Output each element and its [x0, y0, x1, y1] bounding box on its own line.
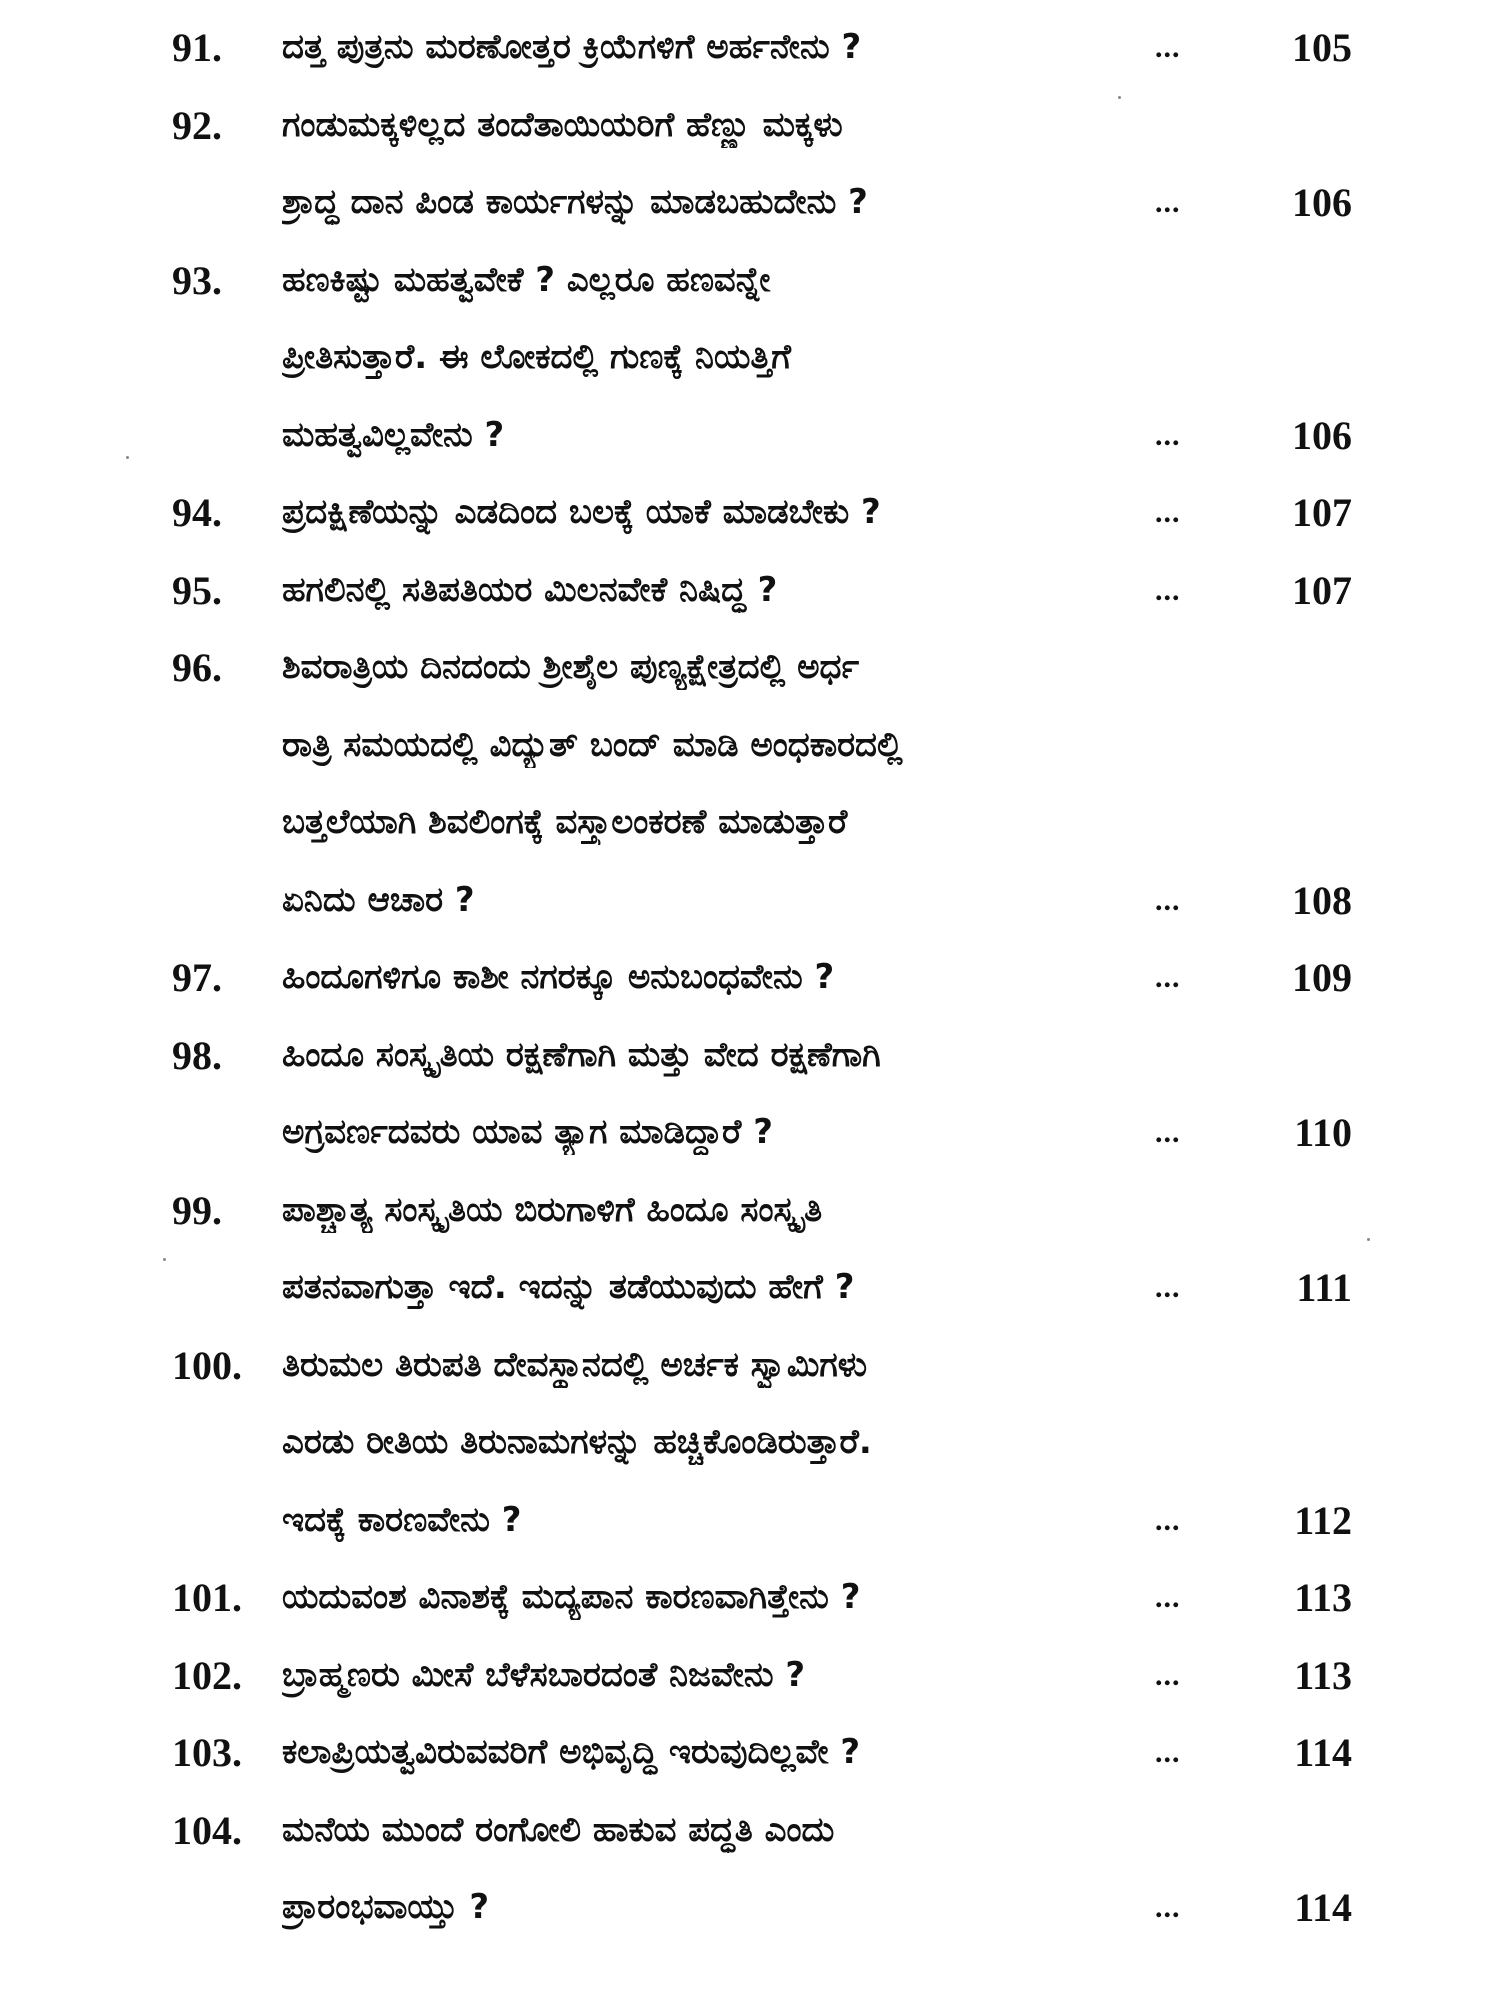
table-of-contents [0, 18, 1500, 1956]
print-speck [126, 456, 129, 459]
toc-line [0, 1568, 1500, 1646]
entry-title-line: ಪ್ರಾರಂಭವಾಯ್ತು ? [282, 1887, 490, 1927]
page-number: 114 [1294, 1885, 1352, 1930]
print-speck [1118, 96, 1121, 99]
entry-title-line: ಗಂಡುಮಕ್ಕಳಿಲ್ಲದ ತಂದೆತಾಯಿಯರಿಗೆ ಹೆಣ್ಣು ಮಕ್ಕಳು [282, 104, 843, 145]
toc-line [0, 406, 1500, 484]
page-number: 113 [1294, 1652, 1352, 1698]
entry-number: 103. [172, 1730, 242, 1775]
toc-line [0, 251, 1500, 329]
toc-line [0, 871, 1500, 949]
page-number: 112 [1294, 1497, 1352, 1543]
toc-line [0, 561, 1500, 639]
dot-leader: ... [1155, 1891, 1181, 1924]
toc-line [0, 96, 1500, 174]
dot-leader: ... [1155, 1503, 1181, 1537]
entry-title-line: ಹಿಂದೂ ಸಂಸ್ಕೃತಿಯ ರಕ್ಷಣೆಗಾಗಿ ಮತ್ತು ವೇದ ರಕ್ಷಣೆಗಾಗಿ [282, 1034, 881, 1075]
dot-leader: ... [1155, 573, 1181, 607]
entry-number: 101. [172, 1575, 242, 1620]
toc-line [0, 1181, 1500, 1259]
entry-title-line: ಬತ್ತಲೆಯಾಗಿ ಶಿವಲಿಂಗಕ್ಕೆ ವಸ್ತ್ರಾಲಂಕರಣೆ ಮಾಡುತ್ತಾರೆ [282, 802, 848, 842]
entry-number: 95. [172, 567, 222, 613]
page-number: 110 [1294, 1110, 1352, 1155]
entry-title-line: ಮನೆಯ ಮುಂದೆ ರಂಗೋಲಿ ಹಾಕುವ ಪದ್ಧತಿ ಎಂದು [282, 1809, 835, 1850]
page-number: 109 [1292, 955, 1352, 1000]
dot-leader: ... [1155, 418, 1181, 452]
entry-title-line: ಪ್ರೀತಿಸುತ್ತಾರೆ. ಈ ಲೋಕದಲ್ಲಿ ಗುಣಕ್ಕೆ ನಿಯತ್ತಿಗೆ [282, 337, 792, 377]
entry-title-line: ಬ್ರಾಹ್ಮಣರು ಮೀಸೆ ಬೆಳೆಸಬಾರದಂತೆ ನಿಜವೇನು ? [282, 1654, 806, 1695]
entry-title-line: ಯದುವಂಶ ವಿನಾಶಕ್ಕೆ ಮದ್ಯಪಾನ ಕಾರಣವಾಗಿತ್ತೇನು ? [282, 1577, 861, 1617]
toc-line [0, 793, 1500, 871]
toc-line [0, 1258, 1500, 1336]
entry-number: 93. [172, 257, 222, 303]
toc-line [0, 1801, 1500, 1879]
entry-title-line: ಹಗಲಿನಲ್ಲಿ ಸತಿಪತಿಯರ ಮಿಲನವೇಕೆ ನಿಷಿದ್ಧ ? [282, 569, 778, 610]
dot-leader: ... [1155, 1581, 1181, 1614]
entry-number: 102. [172, 1652, 242, 1698]
entry-title-line: ಶ್ರಾದ್ಧ ದಾನ ಪಿಂಡ ಕಾರ್ಯಗಳನ್ನು ಮಾಡಬಹುದೇನು ? [282, 182, 868, 222]
page-number: 105 [1292, 25, 1352, 70]
entry-title-line: ಪ್ರದಕ್ಷಿಣೆಯನ್ನು ಎಡದಿಂದ ಬಲಕ್ಕೆ ಯಾಕೆ ಮಾಡಬೇಕು ? [282, 492, 881, 532]
page-number: 111 [1296, 1265, 1352, 1310]
entry-number: 97. [172, 955, 222, 1000]
dot-leader: ... [1155, 186, 1181, 219]
dot-leader: ... [1155, 961, 1181, 994]
toc-line [0, 328, 1500, 406]
toc-line [0, 1336, 1500, 1414]
print-speck [163, 1258, 166, 1261]
entry-title-line: ಇದಕ್ಕೆ ಕಾರಣವೇನು ? [282, 1499, 522, 1540]
toc-line [0, 716, 1500, 794]
entry-title-line: ಮಹತ್ವವಿಲ್ಲವೇನು ? [282, 414, 505, 455]
entry-title-line: ತಿರುಮಲ ತಿರುಪತಿ ದೇವಸ್ಥಾನದಲ್ಲಿ ಅರ್ಚಕ ಸ್ವಾಮಿಗಳು [282, 1344, 868, 1385]
dot-leader: ... [1155, 31, 1181, 64]
entry-title-line: ಶಿವರಾತ್ರಿಯ ದಿನದಂದು ಶ್ರೀಶೈಲ ಪುಣ್ಯಕ್ಷೇತ್ರದಲ್ಲಿ ಅರ್ಧ [282, 647, 860, 687]
toc-line [0, 18, 1500, 96]
toc-line [0, 1491, 1500, 1569]
page-number: 107 [1292, 567, 1352, 613]
toc-line [0, 1878, 1500, 1956]
page-number: 113 [1294, 1575, 1352, 1620]
toc-line [0, 638, 1500, 716]
page-number: 114 [1294, 1730, 1352, 1775]
entry-number: 91. [172, 25, 222, 70]
entry-title-line: ರಾತ್ರಿ ಸಮಯದಲ್ಲಿ ವಿದ್ಯುತ್ ಬಂದ್ ಮಾಡಿ ಅಂಧಕಾರದಲ್ಲಿ [282, 724, 903, 765]
page-number: 106 [1292, 180, 1352, 225]
toc-line [0, 1646, 1500, 1724]
entry-title-line: ಎರಡು ರೀತಿಯ ತಿರುನಾಮಗಳನ್ನು ಹಚ್ಚಿಕೊಂಡಿರುತ್ತಾರೆ. [282, 1422, 872, 1462]
entry-number: 98. [172, 1032, 222, 1078]
entry-number: 96. [172, 645, 222, 690]
toc-line [0, 1026, 1500, 1104]
entry-number: 92. [172, 102, 222, 148]
entry-title-line: ಕಲಾಪ್ರಿಯತ್ವವಿರುವವರಿಗೆ ಅಭಿವೃದ್ಧಿ ಇರುವುದಿಲ್ಲವೇ ? [282, 1732, 861, 1772]
entry-number: 94. [172, 490, 222, 535]
entry-title-line: ಏನಿದು ಆಚಾರ ? [282, 879, 475, 920]
entry-number: 99. [172, 1187, 222, 1233]
entry-title-line: ಹಿಂದೂಗಳಿಗೂ ಕಾಶೀ ನಗರಕ್ಕೂ ಅನುಬಂಧವೇನು ? [282, 957, 835, 997]
dot-leader: ... [1155, 496, 1181, 529]
page-number: 108 [1292, 877, 1352, 923]
dot-leader: ... [1155, 1116, 1181, 1149]
print-speck [1367, 1238, 1370, 1241]
entry-number: 100. [172, 1342, 242, 1388]
toc-line [0, 948, 1500, 1026]
toc-line [0, 483, 1500, 561]
page-number: 106 [1292, 412, 1352, 458]
toc-line [0, 173, 1500, 251]
entry-title-line: ಪತನವಾಗುತ್ತಾ ಇದೆ. ಇದನ್ನು ತಡೆಯುವುದು ಹೇಗೆ ? [282, 1267, 855, 1307]
dot-leader: ... [1155, 1271, 1181, 1304]
toc-line [0, 1103, 1500, 1181]
dot-leader: ... [1155, 883, 1181, 917]
page-number: 107 [1292, 490, 1352, 535]
entry-number: 104. [172, 1807, 242, 1853]
dot-leader: ... [1155, 1658, 1181, 1692]
entry-title-line: ಅಗ್ರವರ್ಣದವರು ಯಾವ ತ್ಯಾಗ ಮಾಡಿದ್ದಾರೆ ? [282, 1112, 773, 1152]
toc-line [0, 1723, 1500, 1801]
entry-title-line: ದತ್ತ ಪುತ್ರನು ಮರಣೋತ್ತರ ಕ್ರಿಯೆಗಳಿಗೆ ಅರ್ಹನೇನು ? [282, 27, 862, 67]
dot-leader: ... [1155, 1736, 1181, 1769]
toc-line [0, 1413, 1500, 1491]
entry-title-line: ಪಾಶ್ಚಾತ್ಯ ಸಂಸ್ಕೃತಿಯ ಬಿರುಗಾಳಿಗೆ ಹಿಂದೂ ಸಂಸ್ಕೃತಿ [282, 1189, 823, 1230]
entry-title-line: ಹಣಕಿಷ್ಟು ಮಹತ್ವವೇಕೆ ? ಎಲ್ಲರೂ ಹಣವನ್ನೇ [282, 259, 771, 300]
